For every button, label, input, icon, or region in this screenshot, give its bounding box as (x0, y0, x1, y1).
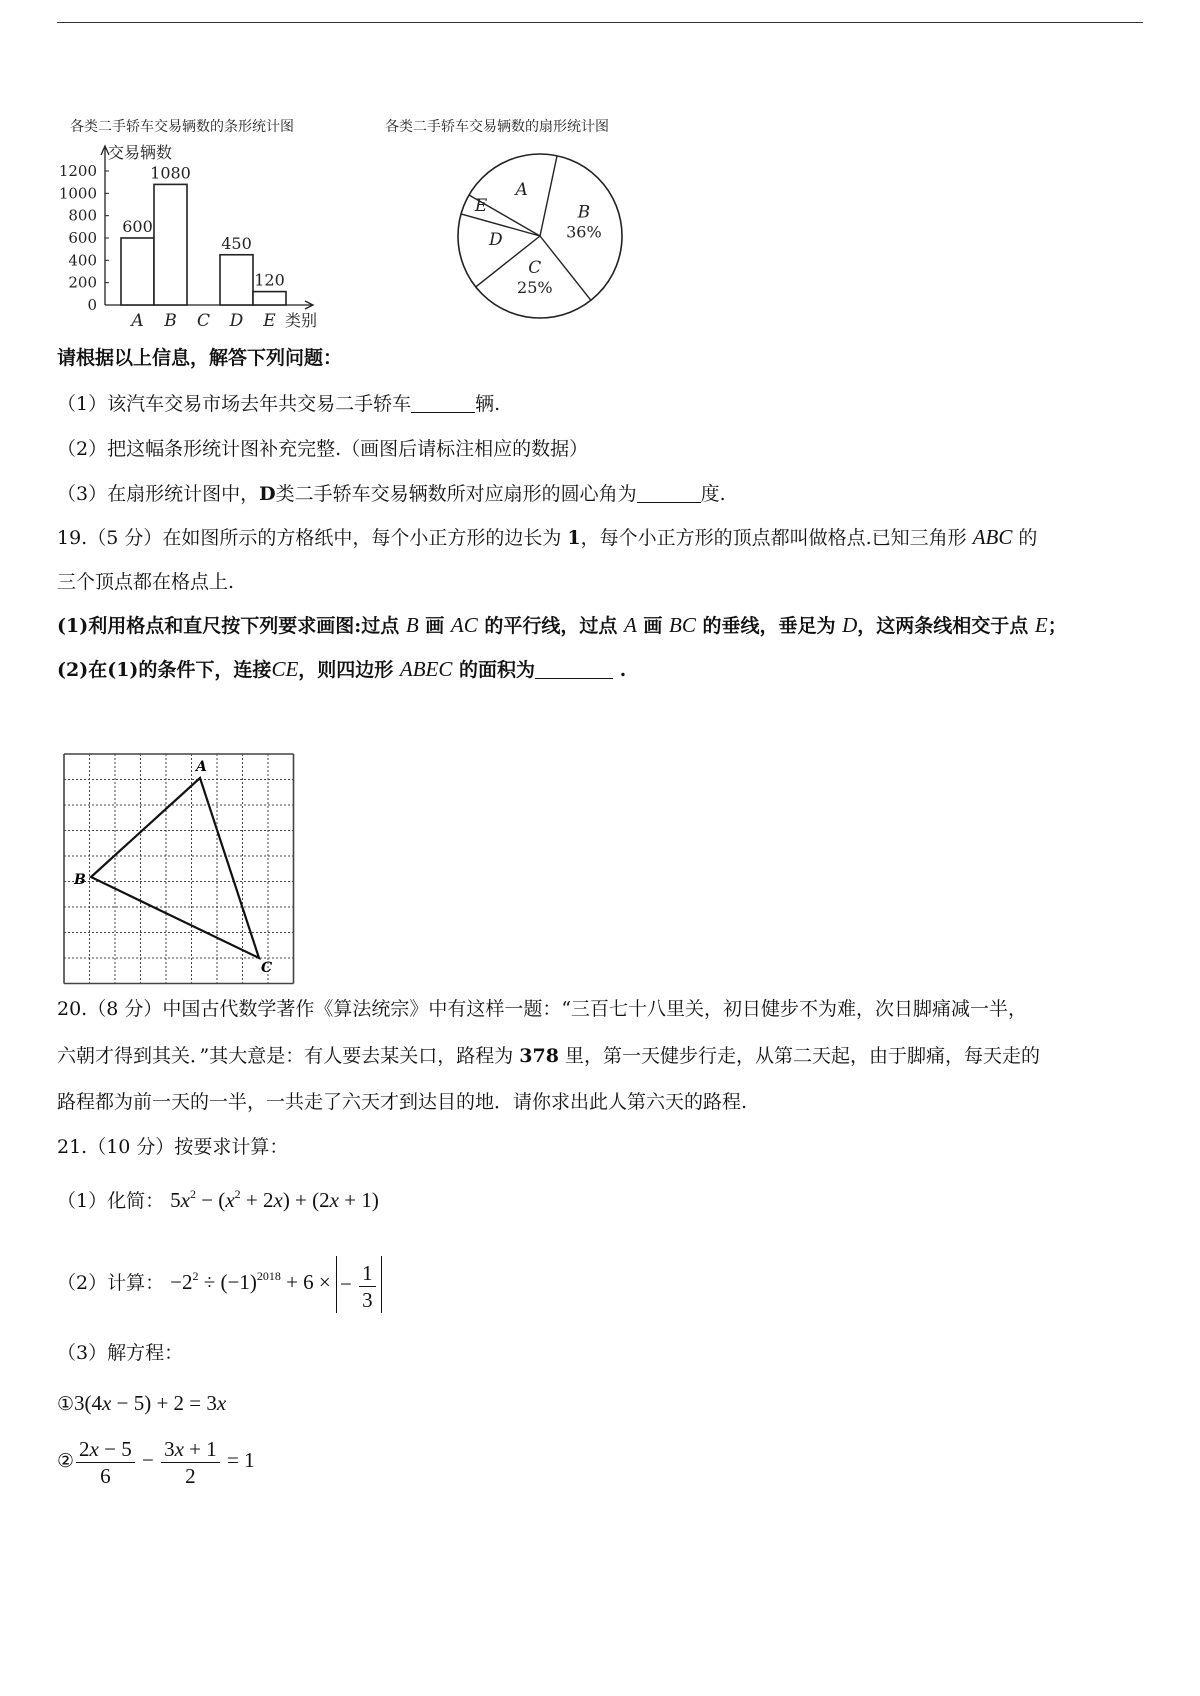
q19-math-abc: ABC (972, 525, 1013, 549)
q19-math-bc: BC (669, 613, 696, 637)
q21-eq1 (57, 1390, 226, 1417)
q19-num: (1) (107, 659, 139, 681)
bar (253, 292, 286, 305)
header-rule (57, 22, 1143, 23)
q19-math-d: D (842, 613, 858, 637)
pie-slice-percent: 36% (566, 222, 602, 242)
q19-num: (2) (57, 659, 89, 681)
q21-eq2-expression: $\frac{2x - 5}{6}$ − $\frac{3x + 1}{2}$ = 1 (74, 1448, 255, 1472)
pie-chart (385, 118, 730, 363)
q19-math-b: B (405, 613, 419, 637)
y-tick-label: 800 (68, 206, 97, 225)
bar-data-label: 450 (221, 233, 252, 253)
q19-number: 1 (567, 527, 581, 549)
x-tick-label: D (229, 311, 244, 331)
bar-chart-svg (55, 118, 375, 368)
x-tick-label: A (131, 311, 144, 331)
q18-part3-text2: 类二手轿车交易辆数所对应扇形的圆心角为 (275, 483, 637, 505)
q19-line2: 三个顶点都在格点上. (57, 571, 235, 593)
q19-text: 利用格点和直尺按下列要求画图:过点 (88, 615, 406, 637)
circled-one: ① (57, 1393, 75, 1415)
q19-line1 (57, 524, 1037, 551)
pie-slice-label: C (528, 257, 542, 278)
bar-data-label: 120 (254, 270, 285, 290)
answer-blank[interactable] (535, 658, 613, 679)
y-tick-label: 0 (87, 296, 97, 314)
q19-text: 的条件下，连接 (138, 659, 272, 681)
q19-text: ，每个小正方形的顶点都叫做格点.已知三角形 (580, 527, 973, 549)
q19-text: 画 (418, 615, 451, 637)
bar-chart-title: 各类二手轿车交易辆数的条形统计图 (70, 119, 294, 135)
q19-num: (1) (57, 615, 89, 637)
q21-part3: （3）解方程： (57, 1342, 184, 1364)
q19-text: ，则四边形 (298, 659, 400, 681)
q19-math-ac: AC (450, 613, 478, 637)
q21-part2-expression: $-2^2 \div (-1)^{2018} + 6$ × − $\frac{1}{3}$ (170, 1270, 381, 1294)
q18-part3-text: （3）在扇形统计图中， (57, 483, 260, 505)
x-tick-label: C (196, 311, 211, 331)
q20-line3: 路程都为前一天的一半，一共走了六天才到达目的地．请你求出此人第六天的路程. (57, 1091, 748, 1113)
pie-chart-svg (385, 118, 730, 363)
vertex-label-b: B (74, 872, 86, 888)
q19-math-a: A (623, 613, 637, 637)
grid-lines (64, 754, 294, 984)
q19-text: 的 (1012, 527, 1038, 549)
x-tick-label: E (263, 311, 276, 331)
q19-text: 在 (88, 659, 108, 681)
q19-line3 (57, 612, 1067, 639)
q18-part3-d: D (259, 483, 276, 505)
q21-part2 (57, 1248, 382, 1313)
q19-text: 19.（5 分）在如图所示的方格纸中，每个小正方形的边长为 (57, 527, 568, 549)
answer-blank[interactable] (411, 392, 475, 413)
pie-slice-label: A (515, 179, 528, 200)
answer-blank[interactable] (637, 482, 701, 503)
q20-number: 378 (519, 1045, 559, 1067)
absolute-value: − $\frac{1}{3}$ (336, 1256, 382, 1313)
pie-chart-slices (458, 154, 622, 318)
bar (121, 238, 154, 305)
q19-text: ，这两条线相交于点 (857, 615, 1035, 637)
vertex-label-c: C (261, 960, 273, 976)
q21-part1-expression: $5x^2 - (x^2 + 2x) + (2x + 1)$ (170, 1187, 379, 1212)
q19-line4 (57, 656, 626, 683)
q19-math-e: E (1034, 613, 1048, 637)
q18-part2: （2）把这幅条形统计图补充完整.（画图后请标注相应的数据） (57, 438, 589, 460)
y-tick-label: 1200 (58, 162, 97, 180)
pie-slice-label: E (474, 196, 488, 217)
q20-text: 里，第一天健步行走，从第二天起，由于脚痛，每天走的 (558, 1045, 1040, 1067)
grid-triangle-figure (60, 750, 296, 990)
q20-text: 六朝才得到其关．”其大意是：有人要去某关口，路程为 (57, 1045, 520, 1067)
q19-text: 画 (636, 615, 670, 637)
q20-line2 (57, 1043, 1040, 1069)
q21-eq2 (57, 1432, 255, 1489)
bar-chart-x-label: 类别 (285, 311, 318, 330)
vertex-label-a: A (196, 759, 207, 775)
pie-slice-percent: 25% (517, 277, 553, 297)
bar-chart-y-label: 交易辆数 (108, 143, 173, 162)
bar-data-label: 600 (122, 217, 153, 236)
grid-svg (60, 750, 296, 990)
q18-part3-unit: 度. (700, 483, 726, 505)
x-tick-label: B (164, 311, 177, 331)
y-tick-label: 600 (68, 229, 97, 247)
q19-text: 的垂线，垂足为 (695, 615, 843, 637)
q18-intro: 请根据以上信息，解答下列问题： (57, 347, 343, 369)
pie-chart-title: 各类二手轿车交易辆数的扇形统计图 (385, 119, 609, 135)
pie-slice-label: D (488, 229, 503, 250)
q19-text: . (613, 659, 627, 681)
circled-two: ② (57, 1450, 75, 1472)
bar-chart (55, 118, 375, 368)
q21-eq1-expression: 3(4x − 5) + 2 = 3x (74, 1391, 227, 1415)
q18-part1 (57, 391, 500, 417)
q20-line1: 20.（8 分）中国古代数学著作《算法统宗》中有这样一题：“三百七十八里关，初日健步不为难，次日脚痛减一半， (57, 998, 1028, 1020)
pie-slice-label: B (577, 202, 591, 223)
bar (154, 184, 187, 305)
y-tick-label: 1000 (58, 184, 97, 203)
q19-text: ； (1047, 615, 1067, 637)
q18-part3 (57, 481, 726, 507)
q18-part1-text: （1）该汽车交易市场去年共交易二手轿车 (57, 393, 412, 415)
q18-part1-unit: 辆. (475, 393, 501, 415)
q21-part2-label: （2）计算： (57, 1272, 165, 1294)
q21-part1-label: （1）化简： (57, 1190, 165, 1212)
q19-text: 的面积为 (452, 659, 536, 681)
bar (220, 255, 253, 305)
bar-data-label: 1080 (150, 163, 191, 183)
y-tick-label: 400 (68, 251, 97, 270)
bar-chart-bars (121, 163, 286, 305)
q21-head: 21.（10 分）按要求计算： (57, 1136, 289, 1158)
q21-part1 (57, 1181, 379, 1214)
q19-math-abec: ABEC (399, 657, 453, 681)
q19-text: 的平行线，过点 (477, 615, 624, 637)
q19-math-ce: CE (271, 657, 299, 681)
y-tick-label: 200 (68, 273, 97, 292)
